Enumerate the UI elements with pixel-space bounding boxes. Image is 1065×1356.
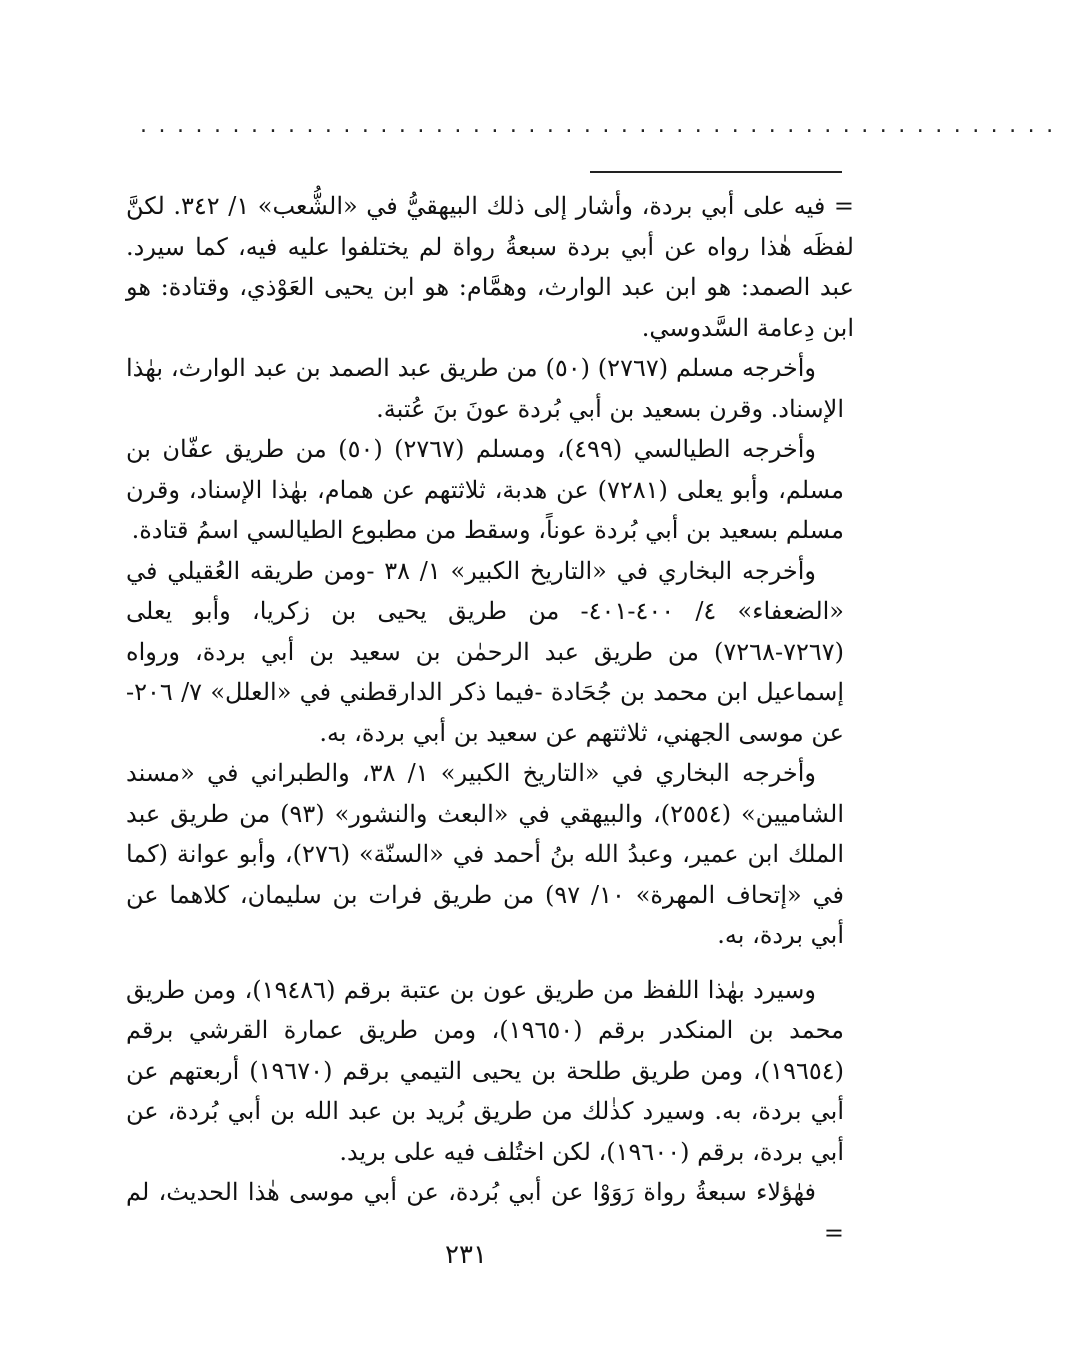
paragraph-2: وأخرجه مسلم (٢٧٦٧) (٥٠) من طريق عبد الصمد بن عبد الوارث، بهٰذا الإسناد. وقرن بسعيد بن أبي بُردة عونَ بنَ عُتبة.: [126, 354, 844, 423]
paragraph-6: وسيرد بهٰذا اللفظ من طريق عون بن عتبة برقم (١٩٤٨٦)، ومن طريق محمد بن المنكدر برقم (١٩٦٥٠)، ومن طريق عمارة القرشي برقم (١٩٦٥٤)، ومن طريق طلحة بن يحيى التيمي برقم (١٩٦٧٠) أربعتهم عن أبي بردة، به. وسيرد كذٰلك من طريق بُريد بن عبد الله بن أبي بُردة، عن أبي بردة، برقم (١٩٦٠٠)، لكن اختُلف فيه على بريد.: [126, 975, 844, 1166]
separator-dots: ..................................................: [140, 113, 1065, 138]
footnote-text: [126, 186, 854, 1253]
footnote-rule: [590, 171, 842, 173]
paragraph-7: فهٰؤلاء سبعةُ رواة رَوَوْا عن أبي بُردة، عن أبي موسى هٰذا الحديث، لم =: [126, 1178, 844, 1247]
paragraph-4: وأخرجه البخاري في «التاريخ الكبير» ١/ ٣٨ -ومن طريقه العُقيلي في «الضعفاء» ٤/ ٤٠٠-٤٠١- من طريق يحيى بن زكريا، وأبو يعلى (٧٢٦٧-٧٢٦٨) من طريق عبد الرحمٰن بن سعيد بن أبي بردة، ورواه إسماعيل ابن محمد بن جُحَادة -فيما ذكر الدارقطني في «العلل» ٧/ ٢٠٦- عن موسى الجهني، ثلاثتهم عن سعيد بن أبي بردة، به.: [126, 556, 844, 747]
paragraph-3: وأخرجه الطيالسي (٤٩٩)، ومسلم (٢٧٦٧) (٥٠) من طريق عفّان بن مسلم، وأبو يعلى (٧٢٨١) عن هدبة، ثلاثتهم عن همام، بهٰذا الإسناد، وقرن مسلم بسعيد بن أبي بُردة عوناً، وسقط من مطبوع الطيالسي اسمُ قتادة.: [126, 435, 844, 544]
paragraph-5: وأخرجه البخاري في «التاريخ الكبير» ١/ ٣٨، والطبراني في «مسند الشاميين» (٢٥٥٤)، والبيهقي في «البعث والنشور» (٩٣) من طريق عبد الملك ابن عمير، وعبدُ الله بنُ أحمد في «السنّة» (٢٧٦)، وأبو عوانة (كما في «إتحاف المهرة» ١٠/ ٩٧) من طريق فرات بن سليمان، كلاهما عن أبي بردة، به.: [126, 759, 845, 949]
page-number: ٢٣١: [445, 1240, 487, 1270]
paragraph-1: = فيه على أبي بردة، وأشار إلى ذلك البيهقيُّ في «الشُّعب» ١/ ٣٤٢. لكنَّ لفظَه هٰذا رواه عن أبي بردة سبعةُ رواة لم يختلفوا عليه فيه، كما سيرد. عبد الصمد: هو ابن عبد الوارث، وهمَّام: هو ابن يحيى العَوْذي، وقتادة: هو ابن دِعامة السَّدوسي.: [126, 192, 854, 342]
